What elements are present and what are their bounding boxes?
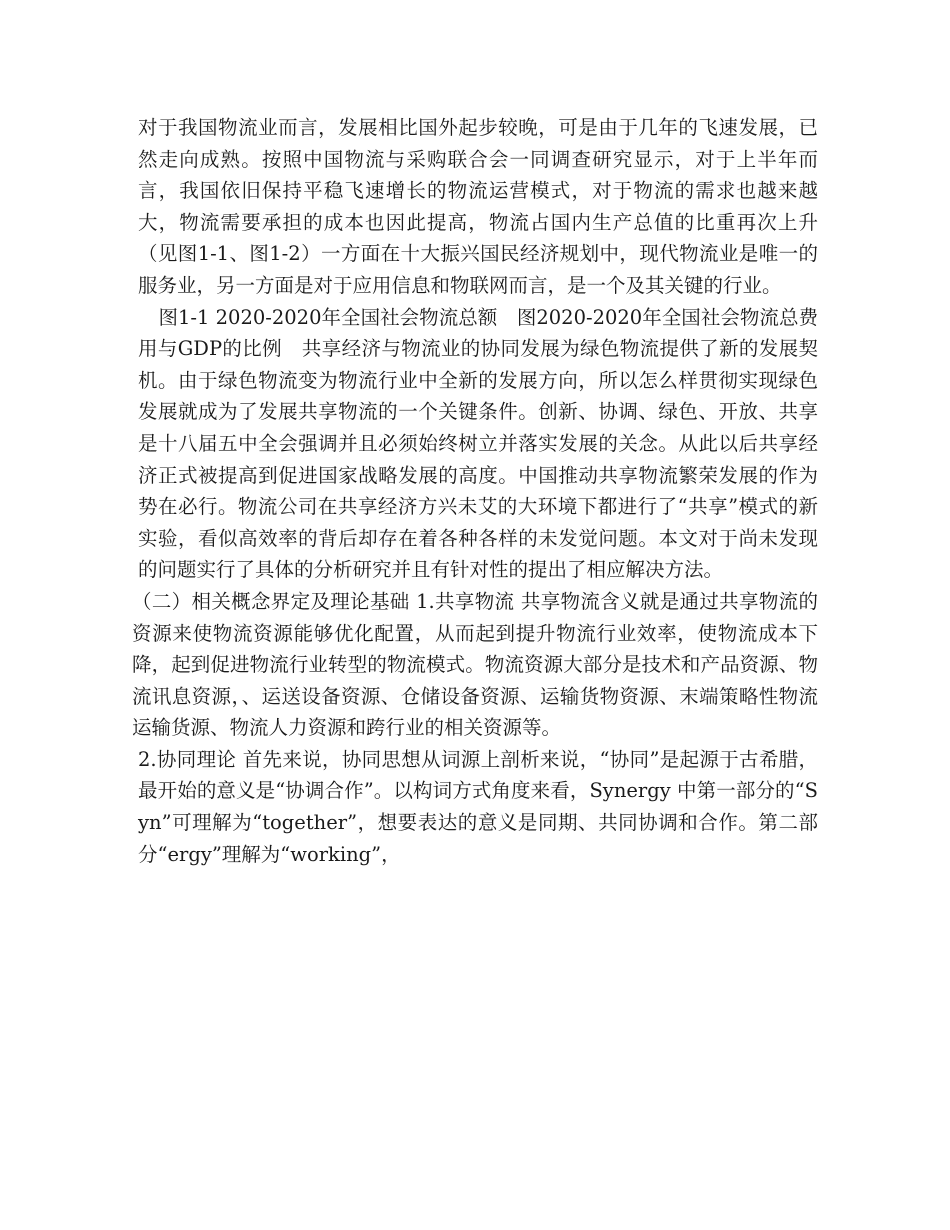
paragraph-figure-captions-green-logistics: 图1-1 2020-2020年全国社会物流总额 图2020-2020年全国社会物流总费用与GDP的比例 共享经济与物流业的协同发展为绿色物流提供了新的发展契机。由于绿色物流变为物流行业中全新的发展方向，所以怎么样贯彻实现绿色发展就成为了发展共享物流的一个关键条件。创新、协调、绿色、开放、共享是十八届五中全会强调并且必须始终树立并落实发展的关念。从此以后共享经济正式被提高到促进国家战略发展的高度。中国推动共享物流繁荣发展的作为势在必行。物流公司在共享经济方兴未艾的大环境下都进行了“共享”模式的新实验，看似高效率的背后却存在着各种各样的未发觉问题。本文对于尚未发现的问题实行了具体的分析研究并且有针对性的提出了相应解决方法。 (138, 305, 818, 582)
paragraph-logistics-development: 对于我国物流业而言，发展相比国外起步较晚，可是由于几年的飞速发展，已然走向成熟。按照中国物流与采购联合会一同调查研究显示，对于上半年而言，我国依旧保持平稳飞速增长的物流运营模式，对于物流的需求也越来越大，物流需要承担的成本也因此提高，物流占国内生产总值的比重再次上升（见图1-1、图1-2）一方面在十大振兴国民经济规划中，现代物流业是唯一的服务业，另一方面是对于应用信息和物联网而言，是一个及其关键的行业。 (138, 116, 818, 297)
paragraph-synergy-theory: 2.协同理论 首先来说，协同思想从词源上剖析来说，“协同”是起源于古希腊，最开始的意义是“协调合作”。以构词方式角度来看，Synergy 中第一部分的“Syn”可理解为“together”，想要表达的意义是同期、共同协调和合作。第二部分“ergy”理解为“working”， (138, 747, 818, 866)
paragraph-shared-logistics-definition: （二）相关概念界定及理论基础 1.共享物流 共享物流含义就是通过共享物流的资源来使物流资源能够优化配置，从而起到提升物流行业效率，使物流成本下降，起到促进物流行业转型的物流模式。物流资源大部分是技术和产品资源、物流讯息资源，、运送设备资源、仓储设备资源、运输货物资源、末端策略性物流运输货源、物流人力资源和跨行业的相关资源等。 (132, 589, 818, 740)
document-page (132, 112, 818, 870)
